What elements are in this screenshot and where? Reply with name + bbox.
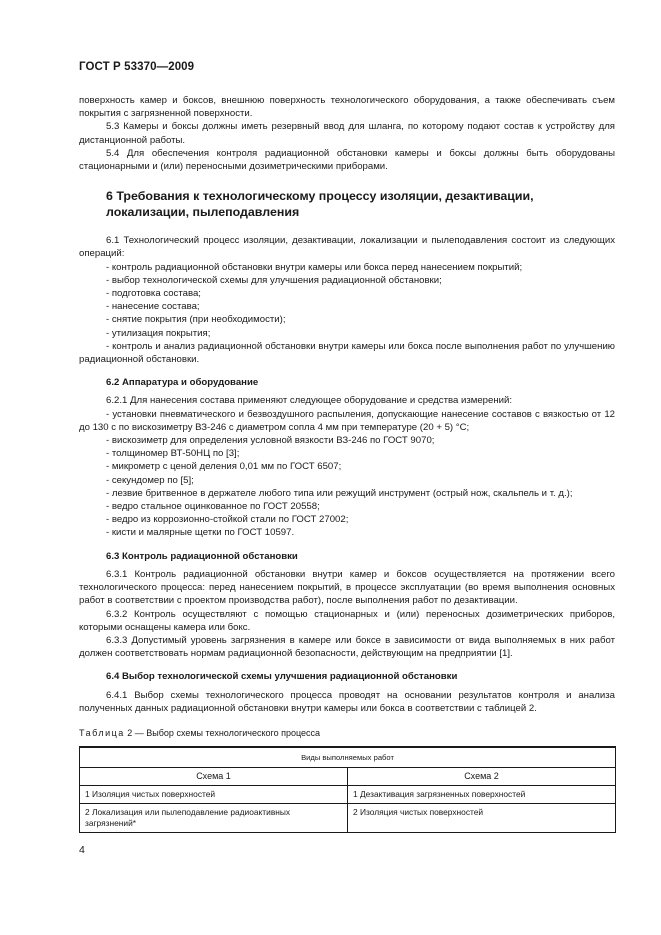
- paragraph-6-2-1: 6.2.1 Для нанесения состава применяют следующее оборудование и средства измерений:: [106, 395, 513, 407]
- list-item: - ведро стальное оцинкованное по ГОСТ 20558;: [106, 501, 320, 513]
- list-item: - микрометр с ценой деления 0,01 мм по ГОСТ 6507;: [106, 461, 342, 473]
- table-caption-word: Таблица: [79, 727, 125, 738]
- paragraph: поверхность камер и боксов, внешнюю поверхность технологического оборудования, а также обеспечивать съем покрытия с загрязненной поверхности.: [79, 95, 615, 120]
- list-item: - секундомер по [5];: [106, 474, 194, 486]
- table-row: [80, 804, 616, 833]
- document-header: ГОСТ Р 53370—2009: [79, 61, 195, 73]
- column-header-scheme-2: Схема 2: [348, 768, 616, 786]
- paragraph-5-4: 5.4 Для обеспечения контроля радиационной обстановки камеры и боксы должны быть оборудованы стационарными и (или) переносными дозиметрическими приборами.: [79, 147, 615, 173]
- page-number: 4: [79, 844, 85, 856]
- table-column-headers: [80, 768, 616, 786]
- list-item: - ведро из коррозионно-стойкой стали по ГОСТ 27002;: [106, 514, 349, 526]
- list-item: - снятие покрытия (при необходимости);: [106, 314, 286, 326]
- paragraph-6-3-1: 6.3.1 Контроль радиационной обстановки внутри камер и боксов осуществляется на протяжении всего технологического процесса: перед нанесением покрытий, в процессе эксплуатации (во время выполнения основных работ в соответствии с проектом производства работ), после выполнения работ по дезактивации.: [79, 568, 615, 607]
- list-item: - лезвие бритвенное в держателе любого типа или режущий инструмент (острый нож, скальпель и т. д.);: [106, 487, 573, 499]
- table-cell: 1 Дезактивация загрязненных поверхностей: [348, 786, 616, 804]
- column-header-scheme-1: Схема 1: [80, 768, 348, 786]
- section-6-3-title: 6.3 Контроль радиационной обстановки: [106, 550, 298, 562]
- section-6-title: 6 Требования к технологическому процессу изоляции, дезактивации, локализации, пылеподавления: [106, 189, 534, 220]
- table-cell: 1 Изоляция чистых поверхностей: [80, 786, 348, 804]
- list-item: - нанесение состава;: [106, 301, 200, 313]
- section-6-2-title: 6.2 Аппаратура и оборудование: [106, 377, 259, 389]
- paragraph-6-4-1: 6.4.1 Выбор схемы технологического процесса проводят на основании результатов контроля и анализа полученных данных радиационной обстановки внутри камеры или бокса в соответствии с таблицей 2.: [79, 689, 615, 714]
- table-header-cell: Виды выполняемых работ: [80, 747, 616, 768]
- table-cell: 2 Локализация или пылеподавление радиоактивных загрязнений*: [80, 804, 348, 833]
- list-item: - подготовка состава;: [106, 288, 201, 300]
- section-6-4-title: 6.4 Выбор технологической схемы улучшения радиационной обстановки: [106, 671, 458, 683]
- paragraph-6-3-3: 6.3.3 Допустимый уровень загрязнения в камере или боксе в зависимости от вида выполняемых в них работ должен соответствовать нормам радиационной безопасности, действующим на предприятии [1].: [79, 634, 615, 660]
- list-item: - контроль радиационной обстановки внутри камеры или бокса перед нанесением покрытий;: [106, 261, 523, 273]
- list-item: - кисти и малярные щетки по ГОСТ 10597.: [106, 527, 295, 539]
- list-item: - установки пневматического и безвоздушного распыления, допускающие нанесение составов с вязкостью от 12 до 130 с по вискозиметру ВЗ-246 с диаметром сопла 4 мм при температуре (20 + 5) °С;: [79, 408, 615, 433]
- list-item: - утилизация покрытия;: [106, 327, 211, 339]
- list-item: - толщиномер ВТ-50НЦ по [3];: [106, 448, 240, 460]
- scheme-table: [79, 746, 616, 833]
- operations-list: [79, 261, 615, 367]
- list-item: - выбор технологической схемы для улучшения радиационной обстановки;: [106, 274, 442, 286]
- table-cell: 2 Изоляция чистых поверхностей: [348, 804, 616, 833]
- equipment-list: [79, 408, 615, 540]
- list-item: - вискозиметр для определения условной вязкости ВЗ-246 по ГОСТ 9070;: [106, 435, 435, 447]
- table-row: [80, 786, 616, 804]
- paragraph-6-3-2: 6.3.2 Контроль осуществляют с помощью стационарных и (или) переносных дозиметрических приборов, которыми оснащены камера или бокс.: [79, 608, 615, 633]
- paragraph-6-1: 6.1 Технологический процесс изоляции, дезактивации, локализации и пылеподавления состоит из следующих операций:: [79, 235, 615, 260]
- table-header-row: [80, 747, 616, 768]
- paragraph-5-3: 5.3 Камеры и боксы должны иметь резервный ввод для шланга, по которому подают состав к устройству для дистанционной работы.: [79, 121, 615, 146]
- list-item: - контроль и анализ радиационной обстановки внутри камеры или бокса после выполнения работ по улучшению радиационной обстановки.: [79, 340, 615, 366]
- table-caption-text: 2 — Выбор схемы технологического процесса: [124, 727, 321, 738]
- table-caption: [79, 727, 615, 740]
- page-body: [79, 94, 615, 833]
